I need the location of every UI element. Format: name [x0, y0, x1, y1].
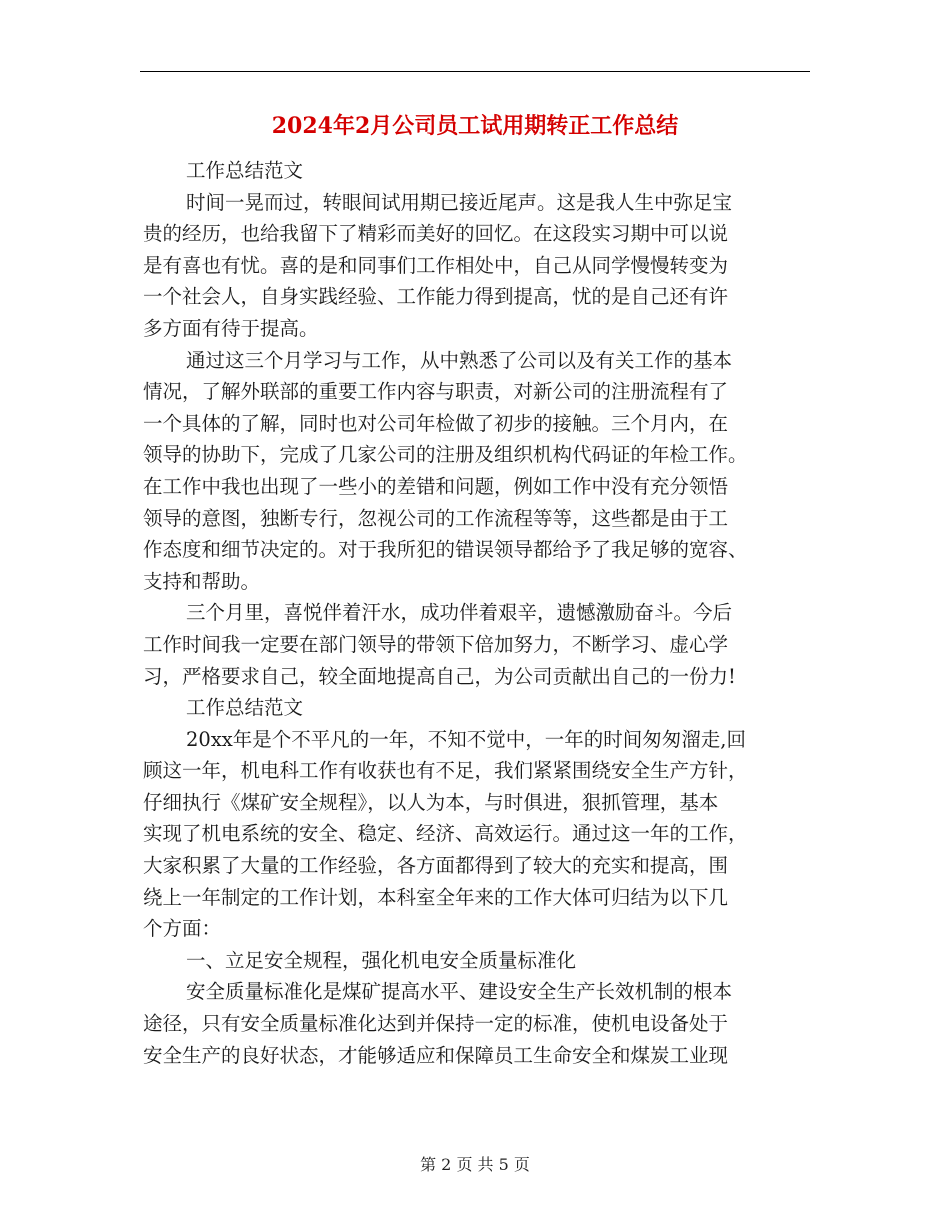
- document-body: [143, 155, 811, 1071]
- body-line: 领导的意图，独断专行，忽视公司的工作流程等等，这些都是由于工: [143, 506, 729, 530]
- body-line: 安全生产的良好状态，才能够适应和保障员工生命安全和煤炭工业现: [143, 1043, 729, 1067]
- body-line: 情况，了解外联部的重要工作内容与职责，对新公司的注册流程有了: [143, 380, 729, 404]
- body-line: 工作总结范文: [186, 696, 304, 720]
- body-line: 通过这三个月学习与工作，从中熟悉了公司以及有关工作的基本: [186, 348, 733, 372]
- body-line: 一个具体的了解，同时也对公司年检做了初步的接触。三个月内，在: [143, 411, 729, 435]
- header-rule: [140, 71, 810, 72]
- body-line: 大家积累了大量的工作经验，各方面都得到了较大的充实和提高，围: [143, 854, 729, 878]
- body-line: 顾这一年，机电科工作有收获也有不足，我们紧紧围绕安全生产方针，: [143, 759, 748, 783]
- body-line: 工作总结范文: [186, 159, 304, 182]
- document-title: 2024年2月公司员工试用期转正工作总结: [271, 113, 679, 139]
- body-line: 在工作中我也出现了一些小的差错和问题，例如工作中没有充分领悟: [143, 474, 729, 498]
- body-line: 习，严格要求自己，较全面地提高自己，为公司贡献出自己的一份力!: [143, 664, 736, 688]
- body-line: 多方面有待于提高。: [143, 316, 319, 340]
- body-line: 工作时间我一定要在部门领导的带领下倍加努力，不断学习、虚心学: [143, 632, 729, 656]
- body-line: 时间一晃而过，转眼间试用期已接近尾声。这是我人生中弥足宝: [186, 190, 733, 214]
- body-line: 作态度和细节决定的。对于我所犯的错误领导都给予了我足够的宽容、: [143, 538, 748, 562]
- body-line: 支持和帮助。: [143, 569, 261, 593]
- body-line: 实现了机电系统的安全、稳定、经济、高效运行。通过这一年的工作，: [143, 822, 748, 846]
- body-line: 绕上一年制定的工作计划，本科室全年来的工作大体可归结为以下几: [143, 885, 729, 909]
- page-footer: 第 2 页 共 5 页: [420, 1155, 530, 1174]
- body-line: 个方面：: [143, 917, 222, 941]
- body-line: 三个月里，喜悦伴着汗水，成功伴着艰辛，遗憾激励奋斗。今后: [186, 601, 733, 625]
- body-line: 一个社会人，自身实践经验、工作能力得到提高，忧的是自己还有许: [143, 285, 729, 309]
- body-line: 仔细执行《煤矿安全规程》，以人为本，与时俱进，狠抓管理，基本: [143, 790, 719, 814]
- body-line: 一、立足安全规程，强化机电安全质量标准化: [186, 948, 577, 972]
- body-line: 领导的协助下，完成了几家公司的注册及组织机构代码证的年检工作。: [143, 443, 748, 467]
- body-line: 途径，只有安全质量标准化达到并保持一定的标准，使机电设备处于: [143, 1012, 729, 1036]
- body-line: 安全质量标准化是煤矿提高水平、建设安全生产长效机制的根本: [186, 980, 733, 1004]
- body-line: 是有喜也有忧。喜的是和同事们工作相处中，自己从同学慢慢转变为: [143, 253, 729, 277]
- body-line: 20xx年是个不平凡的一年，不知不觉中，一年的时间匆匆溜走,回: [186, 727, 747, 751]
- body-line: 贵的经历，也给我留下了精彩而美好的回忆。在这段实习期中可以说: [143, 222, 729, 246]
